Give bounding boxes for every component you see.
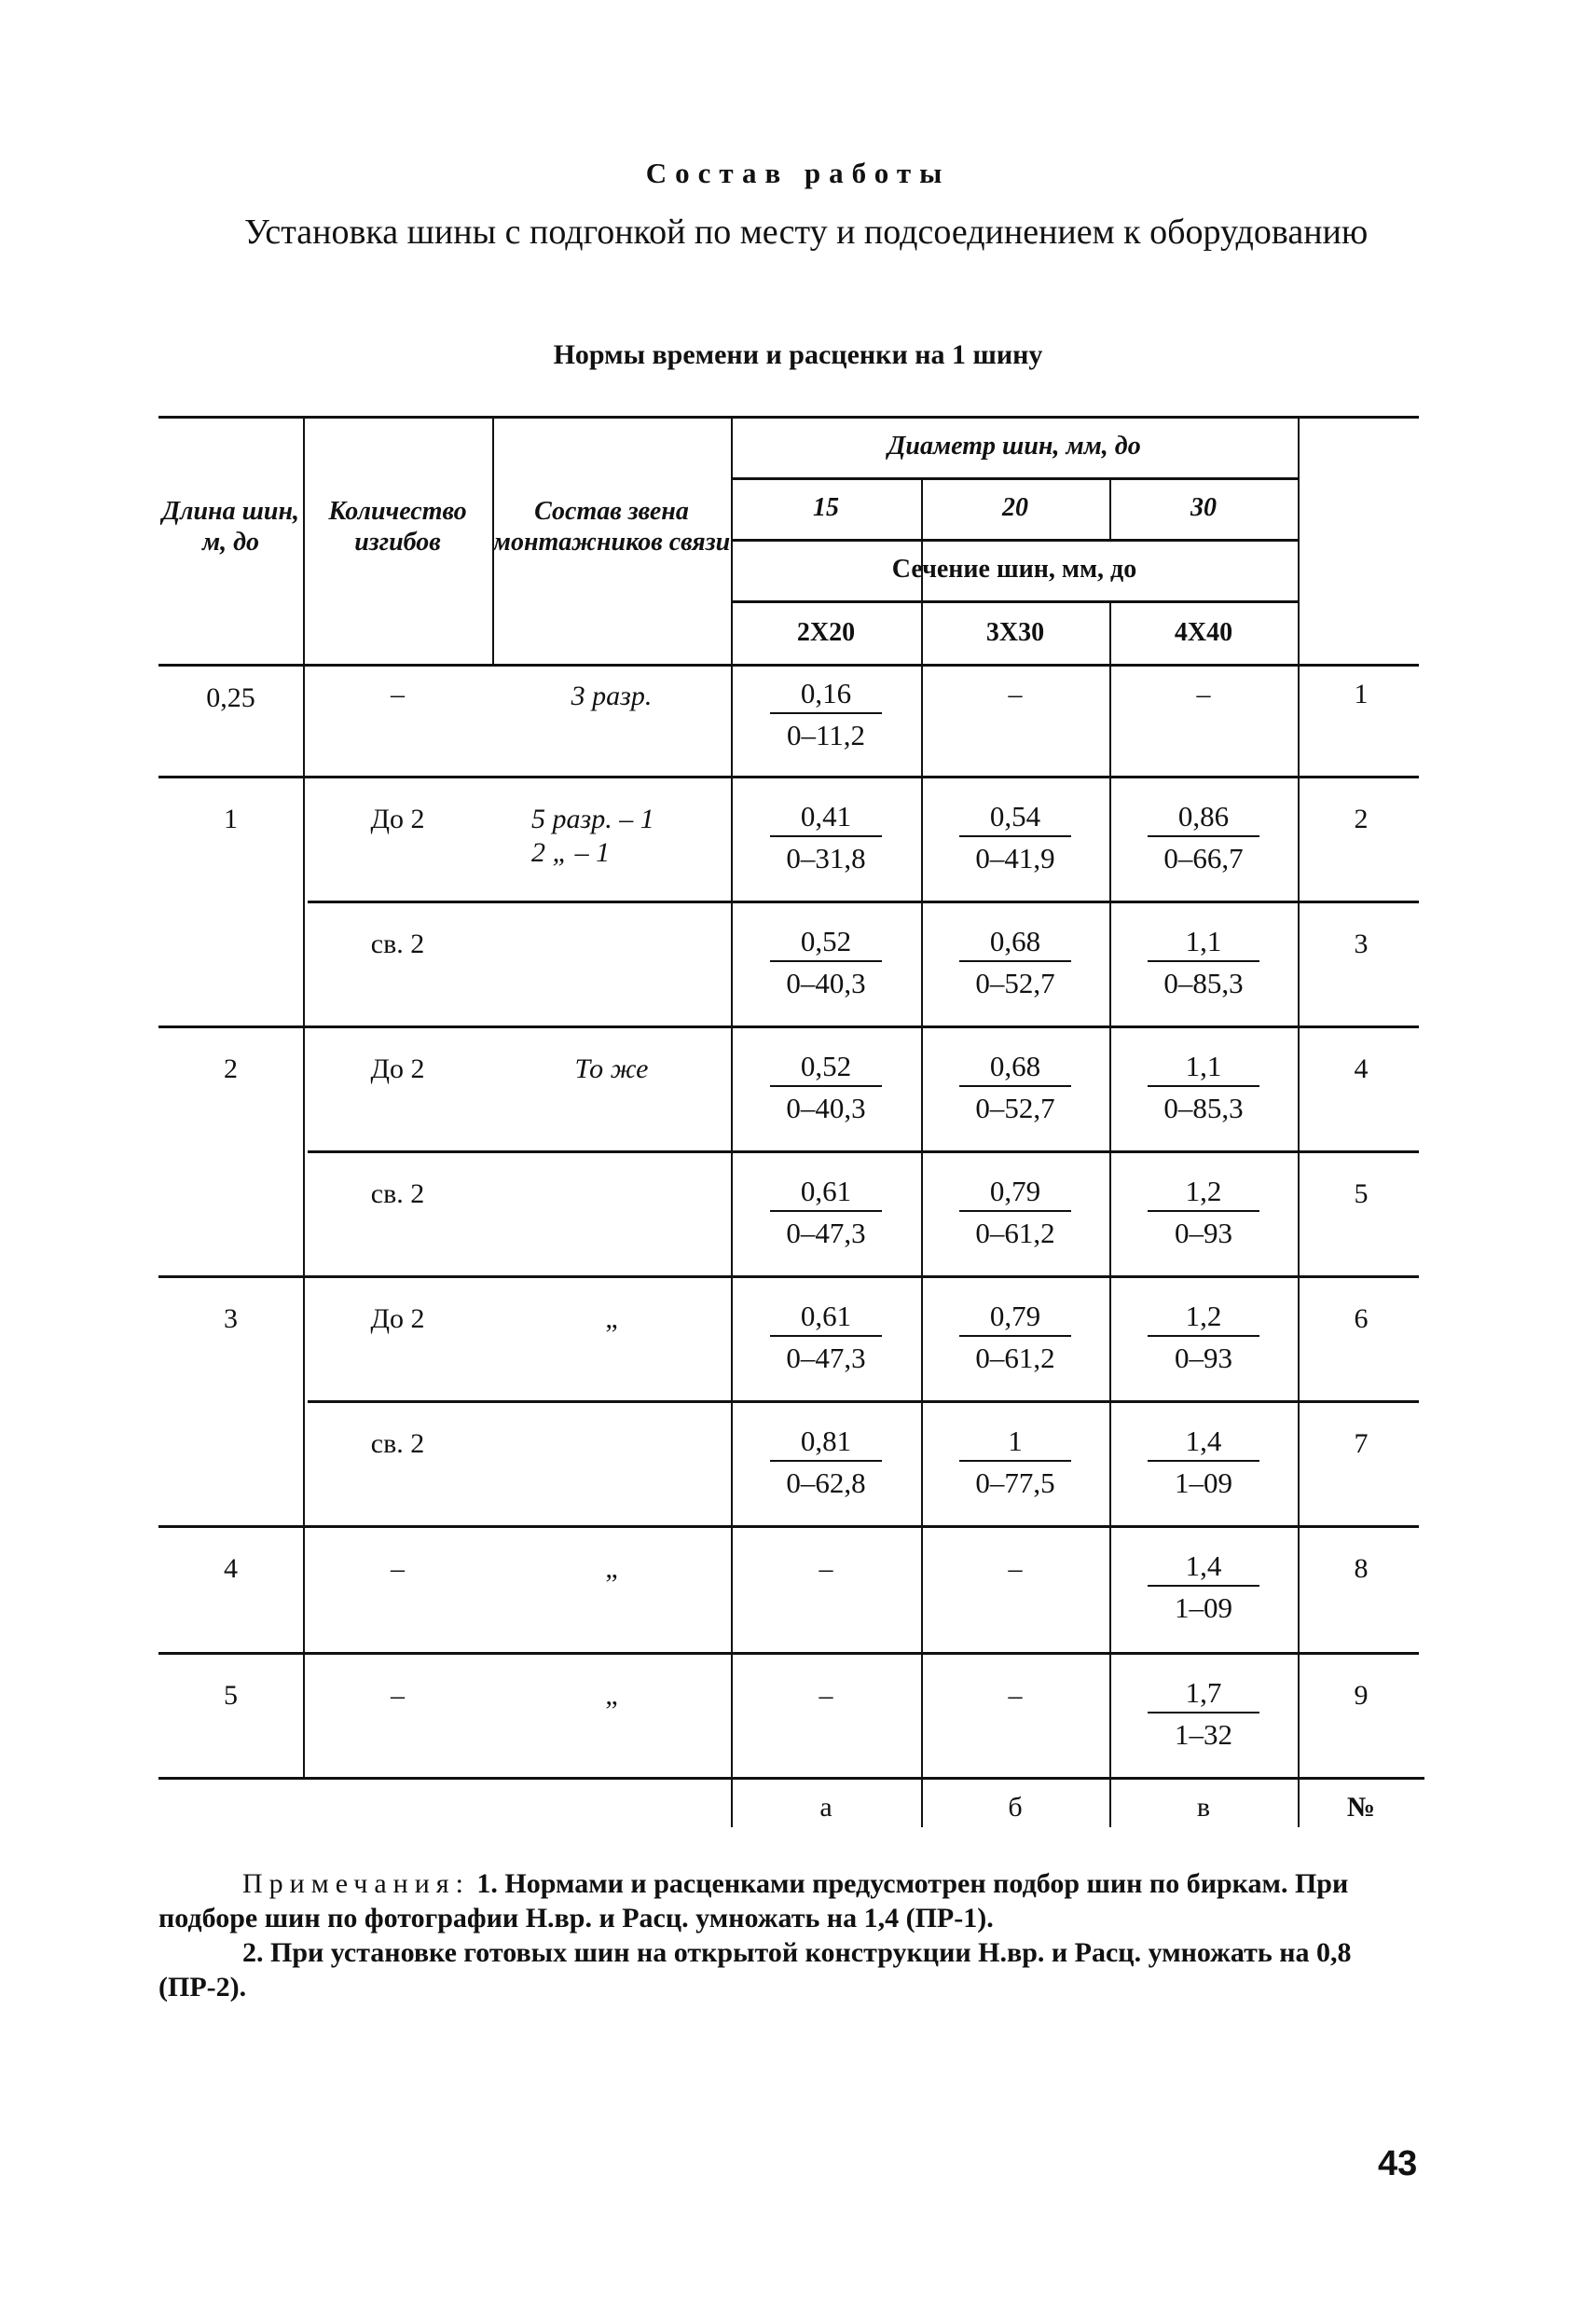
table-rule bbox=[158, 1025, 1419, 1028]
row-2-number: 2 bbox=[1354, 804, 1369, 834]
norm-time: 0,86 bbox=[1177, 800, 1230, 833]
row-7-number: 7 bbox=[1354, 1428, 1369, 1459]
row-2-crew-line-2: 2 „ – 1 bbox=[531, 837, 611, 868]
rate: 0–62,8 bbox=[786, 1466, 866, 1499]
rate: 0–11,2 bbox=[786, 719, 866, 751]
header-crew: Состав звена монтажников связи bbox=[492, 497, 731, 557]
row-6-length: 3 bbox=[224, 1303, 238, 1334]
row-5-a-value bbox=[737, 1173, 915, 1253]
norm-time: 0,61 bbox=[800, 1175, 852, 1207]
row-2-crew-line-1: 5 разр. – 1 bbox=[531, 804, 654, 834]
rate: 1–09 bbox=[1175, 1591, 1232, 1624]
row-9-b-value: – bbox=[1008, 1680, 1023, 1711]
row-3-c-value bbox=[1115, 923, 1292, 1003]
norm-time: 1,2 bbox=[1185, 1300, 1222, 1332]
column-letter-a: а bbox=[819, 1792, 832, 1823]
norm-time: 0,79 bbox=[989, 1300, 1041, 1332]
rate: 0–47,3 bbox=[786, 1217, 866, 1249]
row-7-bends: св. 2 bbox=[370, 1428, 425, 1459]
norm-time: 1,4 bbox=[1185, 1549, 1222, 1582]
note-1-text: 1. Нормами и расценками предусмотрен подбор шин по биркам. При подборе шин по фотографии Н.вр. и Расц. умножать на 1,4 (ПР-1). bbox=[158, 1868, 1349, 1934]
table-rule bbox=[158, 1525, 1419, 1528]
row-9-crew: „ bbox=[605, 1680, 618, 1711]
header-section: Сечение шин, мм, до bbox=[891, 555, 1137, 584]
row-7-a-value bbox=[737, 1423, 915, 1503]
table-rule bbox=[158, 1777, 1424, 1780]
table-rule bbox=[308, 901, 1419, 903]
row-1-bends: – bbox=[391, 679, 405, 709]
rate: 0–47,3 bbox=[786, 1342, 866, 1374]
row-6-a-value bbox=[737, 1298, 915, 1378]
table-rule bbox=[731, 477, 1298, 480]
row-9-a-value: – bbox=[819, 1680, 833, 1711]
header-diameter-20: 20 bbox=[1002, 493, 1028, 522]
norm-time: 1,2 bbox=[1185, 1175, 1222, 1207]
notes bbox=[158, 1866, 1426, 2004]
row-4-c-value bbox=[1115, 1048, 1292, 1128]
column-letter-b: б bbox=[1008, 1792, 1023, 1823]
note-1 bbox=[158, 1866, 1426, 1935]
rate: 0–85,3 bbox=[1163, 967, 1244, 999]
row-7-b-value bbox=[927, 1423, 1104, 1503]
header-length: Длина шин, м, до bbox=[161, 497, 300, 557]
rate: 0–85,3 bbox=[1163, 1092, 1244, 1124]
norm-time: 0,52 bbox=[800, 1050, 852, 1082]
row-1-a-value bbox=[737, 675, 915, 755]
row-1-number: 1 bbox=[1354, 679, 1369, 709]
row-9-c-value bbox=[1115, 1674, 1292, 1755]
column-letter-c: в bbox=[1196, 1792, 1211, 1823]
rate: 0–61,2 bbox=[975, 1342, 1055, 1374]
rate: 0–61,2 bbox=[975, 1217, 1055, 1249]
row-3-number: 3 bbox=[1354, 929, 1369, 959]
table-rule bbox=[158, 664, 1419, 667]
row-5-bends: св. 2 bbox=[370, 1178, 425, 1209]
row-4-number: 4 bbox=[1354, 1053, 1369, 1084]
header-section-a: 2Х20 bbox=[796, 618, 856, 647]
norm-time: 0,81 bbox=[800, 1424, 852, 1457]
norm-time: 0,52 bbox=[800, 925, 852, 957]
header-section-c: 4Х40 bbox=[1174, 618, 1233, 647]
row-4-length: 2 bbox=[224, 1053, 238, 1084]
rate: 0–52,7 bbox=[975, 1092, 1055, 1124]
row-5-b-value bbox=[927, 1173, 1104, 1253]
row-6-c-value bbox=[1115, 1298, 1292, 1378]
row-9-number: 9 bbox=[1354, 1680, 1369, 1711]
header-diameter-15: 15 bbox=[813, 493, 839, 522]
row-6-b-value bbox=[927, 1298, 1104, 1378]
row-9-length: 5 bbox=[224, 1680, 238, 1711]
norm-time: 1,7 bbox=[1185, 1676, 1222, 1709]
row-8-a-value: – bbox=[819, 1553, 833, 1584]
row-3-bends: св. 2 bbox=[370, 929, 425, 959]
rate: 0–31,8 bbox=[786, 842, 866, 874]
row-1-length: 0,25 bbox=[206, 682, 255, 713]
row-2-bends: До 2 bbox=[370, 804, 425, 834]
row-9-bends: – bbox=[391, 1680, 405, 1711]
norm-time: 0,41 bbox=[800, 800, 852, 833]
norm-time: 1,1 bbox=[1185, 925, 1222, 957]
norm-time: 1,1 bbox=[1185, 1050, 1222, 1082]
norm-time: 1 bbox=[1008, 1424, 1023, 1457]
norm-time: 1,4 bbox=[1185, 1424, 1222, 1457]
rate: 0–66,7 bbox=[1163, 842, 1244, 874]
row-7-c-value bbox=[1115, 1423, 1292, 1503]
row-2-a-value bbox=[737, 798, 915, 878]
table-rule bbox=[731, 539, 1298, 542]
table-rule bbox=[308, 1400, 1419, 1403]
norms-table bbox=[158, 416, 1424, 1829]
rate: 0–52,7 bbox=[975, 967, 1055, 999]
note-2-text: 2. При установке готовых шин на открытой конструкции Н.вр. и Расц. умножать на 0,8 (ПР-2). bbox=[158, 1937, 1352, 2002]
row-8-b-value: – bbox=[1008, 1553, 1023, 1584]
row-3-b-value bbox=[927, 923, 1104, 1003]
row-3-a-value bbox=[737, 923, 915, 1003]
row-6-bends: До 2 bbox=[370, 1303, 425, 1334]
row-4-bends: До 2 bbox=[370, 1053, 425, 1084]
row-4-crew: То же bbox=[574, 1053, 649, 1084]
page-number: 43 bbox=[1378, 2144, 1418, 2183]
row-1-c-value: – bbox=[1196, 679, 1211, 709]
row-2-c-value bbox=[1115, 798, 1292, 878]
table-rule bbox=[158, 416, 1419, 419]
row-4-b-value bbox=[927, 1048, 1104, 1128]
table-rule bbox=[308, 1150, 1419, 1153]
row-1-crew: 3 разр. bbox=[571, 681, 653, 711]
table-rule bbox=[158, 1275, 1419, 1278]
rate: 0–77,5 bbox=[975, 1466, 1055, 1499]
rate: 0–93 bbox=[1175, 1342, 1232, 1374]
norm-time: 0,16 bbox=[800, 677, 852, 709]
row-2-b-value bbox=[927, 798, 1104, 878]
norm-time: 0,54 bbox=[989, 800, 1041, 833]
norm-time: 0,79 bbox=[989, 1175, 1041, 1207]
rate: 1–09 bbox=[1175, 1466, 1232, 1499]
row-4-a-value bbox=[737, 1048, 915, 1128]
row-6-crew: „ bbox=[605, 1303, 618, 1334]
table-divider bbox=[1109, 600, 1111, 1827]
table-rule bbox=[158, 1652, 1419, 1655]
row-8-crew: „ bbox=[605, 1553, 618, 1584]
row-8-length: 4 bbox=[224, 1553, 238, 1584]
header-diameter-30: 30 bbox=[1190, 493, 1217, 522]
table-divider bbox=[1298, 416, 1300, 1827]
work-description: Установка шины с подгонкой по месту и подсоединением к оборудованию bbox=[244, 213, 1369, 252]
rate: 0–40,3 bbox=[786, 967, 866, 999]
rate: 0–93 bbox=[1175, 1217, 1232, 1249]
note-2 bbox=[158, 1935, 1426, 2004]
section-heading: Состав работы bbox=[645, 157, 951, 189]
column-number-sign: № bbox=[1346, 1792, 1376, 1823]
row-6-number: 6 bbox=[1354, 1303, 1369, 1334]
table-rule bbox=[158, 776, 1419, 778]
row-2-length: 1 bbox=[224, 804, 238, 834]
rate: 0–40,3 bbox=[786, 1092, 866, 1124]
header-bends: Количество изгибов bbox=[328, 497, 467, 557]
rate: 1–32 bbox=[1175, 1718, 1232, 1751]
row-8-c-value bbox=[1115, 1548, 1292, 1628]
row-5-c-value bbox=[1115, 1173, 1292, 1253]
header-section-b: 3Х30 bbox=[985, 618, 1045, 647]
row-8-bends: – bbox=[391, 1553, 405, 1584]
header-diameter: Диаметр шин, мм, до bbox=[887, 432, 1141, 461]
table-rule bbox=[731, 600, 1298, 603]
norm-time: 0,68 bbox=[989, 1050, 1041, 1082]
rate: 0–41,9 bbox=[975, 842, 1055, 874]
row-1-b-value: – bbox=[1008, 679, 1023, 709]
norm-time: 0,68 bbox=[989, 925, 1041, 957]
row-8-number: 8 bbox=[1354, 1553, 1369, 1584]
notes-label: Примечания: bbox=[242, 1868, 470, 1899]
norm-time: 0,61 bbox=[800, 1300, 852, 1332]
table-caption: Нормы времени и расценки на 1 шину bbox=[553, 339, 1043, 370]
row-5-number: 5 bbox=[1354, 1178, 1369, 1209]
